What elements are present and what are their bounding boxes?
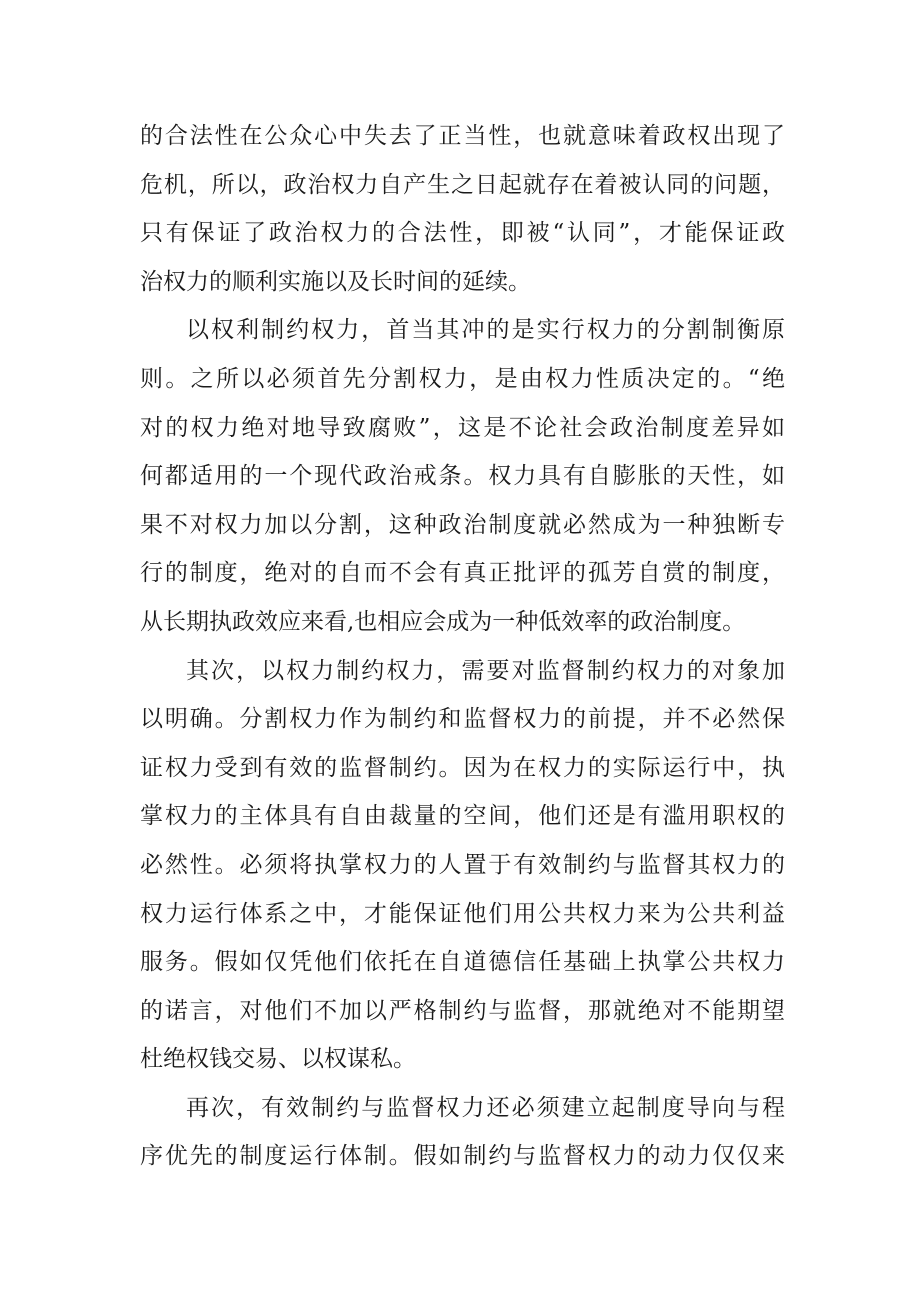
text-line: 的诺言，对他们不加以严格制约与监督，那就绝对不能期望	[140, 997, 785, 1024]
text-line: 杜绝权钱交易、以权谋私。	[140, 1046, 416, 1073]
text-line: 再次，有效制约与监督权力还必须建立起制度导向与程	[186, 1094, 785, 1121]
paragraph	[140, 306, 785, 646]
text-line: 何都适用的一个现代政治戒条。权力具有自膨胀的天性，如	[140, 463, 785, 490]
text-line: 权力运行体系之中，才能保证他们用公共权力来为公共利益	[140, 900, 785, 927]
body-text	[140, 112, 785, 1181]
text-line: 以权利制约权力，首当其冲的是实行权力的分割制衡原	[186, 317, 785, 344]
paragraph	[140, 1084, 785, 1181]
text-line: 的合法性在公众心中失去了正当性，也就意味着政权出现了	[140, 123, 785, 149]
text-line: 行的制度，绝对的自而不会有真正批评的孤芳自赏的制度，	[140, 560, 785, 587]
text-line: 服务。假如仅凭他们依托在自道德信任基础上执掌公共权力	[140, 949, 785, 976]
text-line: 从长期执政效应来看,也相应会成为一种低效率的政治制度。	[140, 608, 746, 635]
text-line: 则。之所以必须首先分割权力，是由权力性质决定的。“绝	[140, 365, 785, 392]
paragraph	[140, 647, 785, 1084]
text-line: 对的权力绝对地导致腐败”，这是不论社会政治制度差异如	[140, 414, 785, 441]
text-line: 证权力受到有效的监督制约。因为在权力的实际运行中，执	[140, 754, 785, 781]
text-line: 其次，以权力制约权力，需要对监督制约权力的对象加	[186, 657, 785, 684]
paragraph	[140, 112, 785, 306]
text-line: 必然性。必须将执掌权力的人置于有效制约与监督其权力的	[140, 851, 785, 878]
text-line: 掌权力的主体具有自由裁量的空间，他们还是有滥用职权的	[140, 803, 785, 830]
text-line: 危机，所以，政治权力自产生之日起就存在着被认同的问题，	[140, 171, 785, 198]
text-line: 以明确。分割权力作为制约和监督权力的前提，并不必然保	[140, 706, 785, 733]
text-line: 序优先的制度运行体制。假如制约与监督权力的动力仅仅来	[140, 1143, 785, 1170]
text-line: 果不对权力加以分割，这种政治制度就必然成为一种独断专	[140, 511, 785, 538]
text-line: 只有保证了政治权力的合法性，即被“认同”，才能保证政	[140, 220, 785, 247]
text-line: 治权力的顺利实施以及长时间的延续。	[140, 268, 531, 295]
